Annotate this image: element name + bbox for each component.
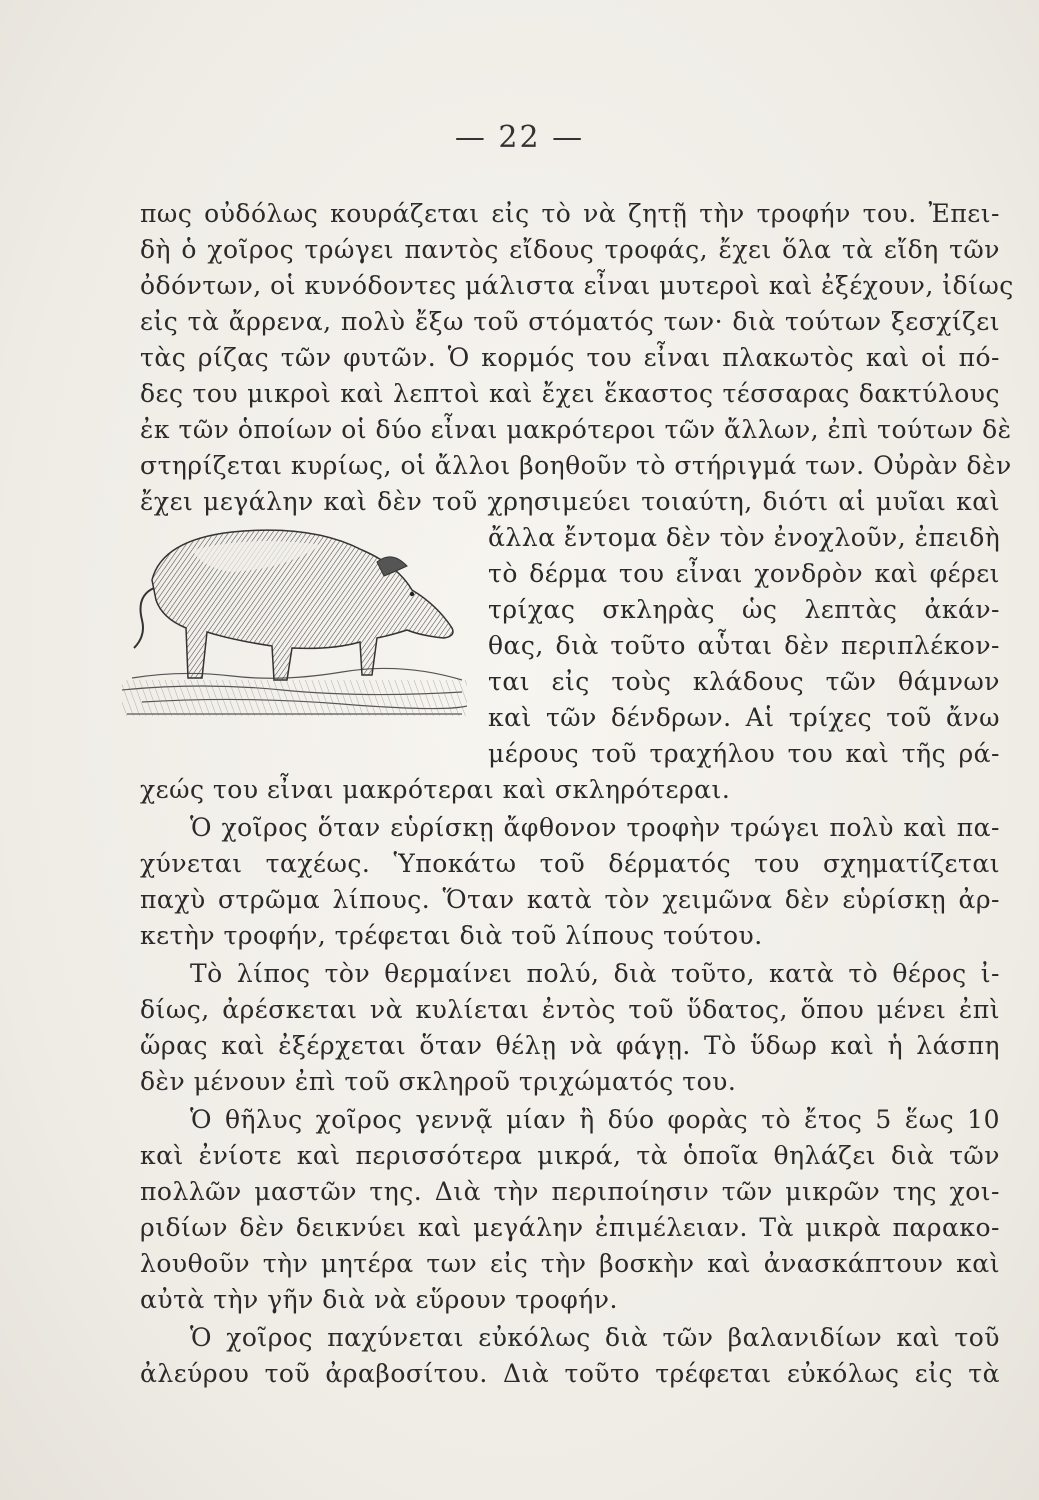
text-line: τρίχας σκληρὰς ὡς λεπτὰς ἀκάν- [488,595,1000,624]
text-line: τὸ δέρμα του εἶναι χονδρὸν καὶ φέρει [488,559,1000,588]
text-line: ἄλλα ἔντομα δὲν τὸν ἐνοχλοῦν, ἐπειδὴ [488,523,1001,552]
text-line: τὰς ρίζας τῶν φυτῶν. Ὁ κορμός του εἶναι πλακωτὸς καὶ οἱ πό- [140,343,1000,372]
text-line: πως οὐδόλως κουράζεται εἰς τὸ νὰ ζητῇ τὴν τροφήν του. Ἐπει- [140,199,1000,228]
text-line: πολλῶν μαστῶν της. Διὰ τὴν περιποίησιν τῶν μικρῶν της χοι- [140,1177,1000,1206]
text-line: δίως, ἀρέσκεται νὰ κυλίεται ἐντὸς τοῦ ὕδατος, ὅπου μένει ἐπὶ [140,995,1000,1024]
text-line: Ὁ θῆλυς χοῖρος γεννᾷ μίαν ἢ δύο φορὰς τὸ ἔτος 5 ἕως 10 [190,1105,1000,1134]
text-line: καὶ ἐνίοτε καὶ περισσότερα μικρά, τὰ ὁποῖα θηλάζει διὰ τῶν [140,1141,1000,1170]
text-line: θας, διὰ τοῦτο αὗται δὲν περιπλέκον- [488,631,1000,660]
text-line: Τὸ λίπος τὸν θερμαίνει πολύ, διὰ τοῦτο, κατὰ τὸ θέρος ἰ- [190,959,1000,988]
text-line: δὴ ὁ χοῖρος τρώγει παντὸς εἴδους τροφάς, ἔχει ὅλα τὰ εἴδη τῶν [140,235,1000,264]
text-line: παχὺ στρῶμα λίπους. Ὅταν κατὰ τὸν χειμῶνα δὲν εὑρίσκῃ ἀρ- [140,885,1000,914]
text-line: ἀλεύρου τοῦ ἀραβοσίτου. Διὰ τοῦτο τρέφεται εὐκόλως εἰς τὰ [140,1359,1000,1388]
text-line: ὀδόντων, οἱ κυνόδοντες μάλιστα εἶναι μυτεροὶ καὶ ἐξέχουν, ἰδίως [140,271,1014,300]
text-line: χύνεται ταχέως. Ὑποκάτω τοῦ δέρματός του σχηματίζεται [140,849,1000,878]
text-line: λουθοῦν τὴν μητέρα των εἰς τὴν βοσκὴν καὶ ἀνασκάπτουν καὶ [140,1249,1000,1278]
pig-illustration [122,510,472,720]
text-line: Ὁ χοῖρος ὅταν εὑρίσκῃ ἄφθονον τροφὴν τρώγει πολὺ καὶ πα- [190,813,1000,842]
text-line: ται εἰς τοὺς κλάδους τῶν θάμνων [488,667,1000,696]
text-line: στηρίζεται κυρίως, οἱ ἄλλοι βοηθοῦν τὸ στήριγμά των. Οὐρὰν δὲν [140,451,1012,480]
text-line: καὶ τῶν δένδρων. Αἱ τρίχες τοῦ ἄνω [488,703,1000,732]
text-line: εἰς τὰ ἄρρενα, πολὺ ἔξω τοῦ στόματός των· διὰ τούτων ξεσχίζει [140,307,1000,336]
text-line: δὲν μένουν ἐπὶ τοῦ σκληροῦ τριχώματός του. [140,1067,737,1096]
text-line: Ὁ χοῖρος παχύνεται εὐκόλως διὰ τῶν βαλανιδίων καὶ τοῦ [190,1323,1000,1352]
text-line: χεώς του εἶναι μακρότεραι καὶ σκληρότεραι. [140,775,731,804]
text-line: ριδίων δὲν δεικνύει καὶ μεγάλην ἐπιμέλειαν. Τὰ μικρὰ παρακο- [140,1213,1000,1242]
text-line: ὥρας καὶ ἐξέρχεται ὅταν θέλῃ νὰ φάγῃ. Τὸ ὕδωρ καὶ ἡ λάσπη [140,1031,1000,1060]
text-line: ἐκ τῶν ὁποίων οἱ δύο εἶναι μακρότεροι τῶν ἄλλων, ἐπὶ τούτων δὲ [140,415,1012,444]
text-line: αὐτὰ τὴν γῆν διὰ νὰ εὕρουν τροφήν. [140,1285,618,1314]
text-line: δες του μικροὶ καὶ λεπτοὶ καὶ ἔχει ἕκαστος τέσσαρας δακτύλους [140,379,1000,408]
text-line: κετὴν τροφήν, τρέφεται διὰ τοῦ λίπους τούτου. [140,921,763,950]
text-line: ἔχει μεγάλην καὶ δὲν τοῦ χρησιμεύει τοιαύτη, διότι αἱ μυῖαι καὶ [140,487,1000,516]
text-line: μέρους τοῦ τραχήλου του καὶ τῆς ρά- [488,739,1000,768]
page-number: — 22 — [454,120,585,155]
